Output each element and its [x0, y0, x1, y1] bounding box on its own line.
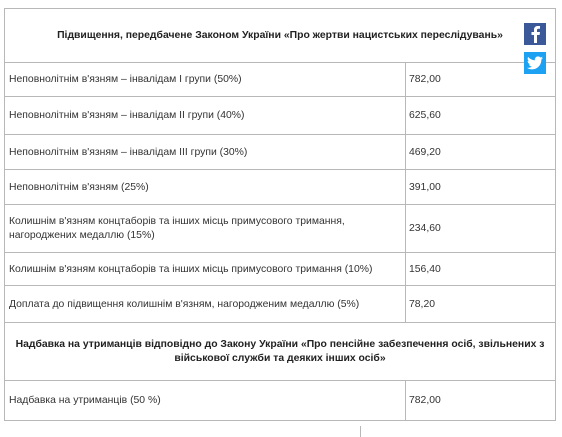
row-value: 782,00 [406, 381, 556, 421]
facebook-share-button[interactable] [524, 23, 546, 45]
table-row [5, 286, 556, 323]
row-value: 78,20 [406, 286, 556, 323]
row-label: Колишнім в'язням концтаборів та інших місць примусового тримання, нагороджених медаллю (15%) [5, 205, 406, 253]
table-row [5, 381, 556, 421]
row-value: 625,60 [406, 97, 556, 135]
row-label: Надбавка на утриманців (50 %) [5, 381, 406, 421]
divider [360, 426, 405, 437]
table-row [5, 205, 556, 253]
row-value: 391,00 [406, 170, 556, 205]
section1-header-row [5, 9, 556, 63]
table-row [5, 253, 556, 286]
table-row [5, 97, 556, 135]
section1-header: Підвищення, передбачене Законом України «Про жертви нацистських переслідувань» [5, 9, 556, 63]
row-label: Колишнім в'язням концтаборів та інших місць примусового тримання (10%) [5, 253, 406, 286]
row-label: Неповнолітнім в'язням – інвалідам І групи (50%) [5, 63, 406, 97]
table-row [5, 63, 556, 97]
row-value: 469,20 [406, 135, 556, 170]
facebook-icon [528, 25, 542, 43]
section2-header: Надбавка на утриманців відповідно до Закону України «Про пенсійне забезпечення осіб, звільнених з військової служби та деяких інших осіб» [5, 323, 556, 381]
row-label: Доплата до підвищення колишнім в'язням, нагородженим медаллю (5%) [5, 286, 406, 323]
twitter-icon [527, 56, 543, 70]
table-row [5, 170, 556, 205]
row-value: 782,00 [406, 63, 556, 97]
section2-header-row [5, 323, 556, 381]
row-label: Неповнолітнім в'язням – інвалідам ІІ групи (40%) [5, 97, 406, 135]
row-value: 156,40 [406, 253, 556, 286]
row-label: Неповнолітнім в'язням – інвалідам ІІІ групи (30%) [5, 135, 406, 170]
row-value: 234,60 [406, 205, 556, 253]
twitter-share-button[interactable] [524, 52, 546, 74]
benefits-table [4, 8, 556, 421]
row-label: Неповнолітнім в'язням (25%) [5, 170, 406, 205]
table-row [5, 135, 556, 170]
